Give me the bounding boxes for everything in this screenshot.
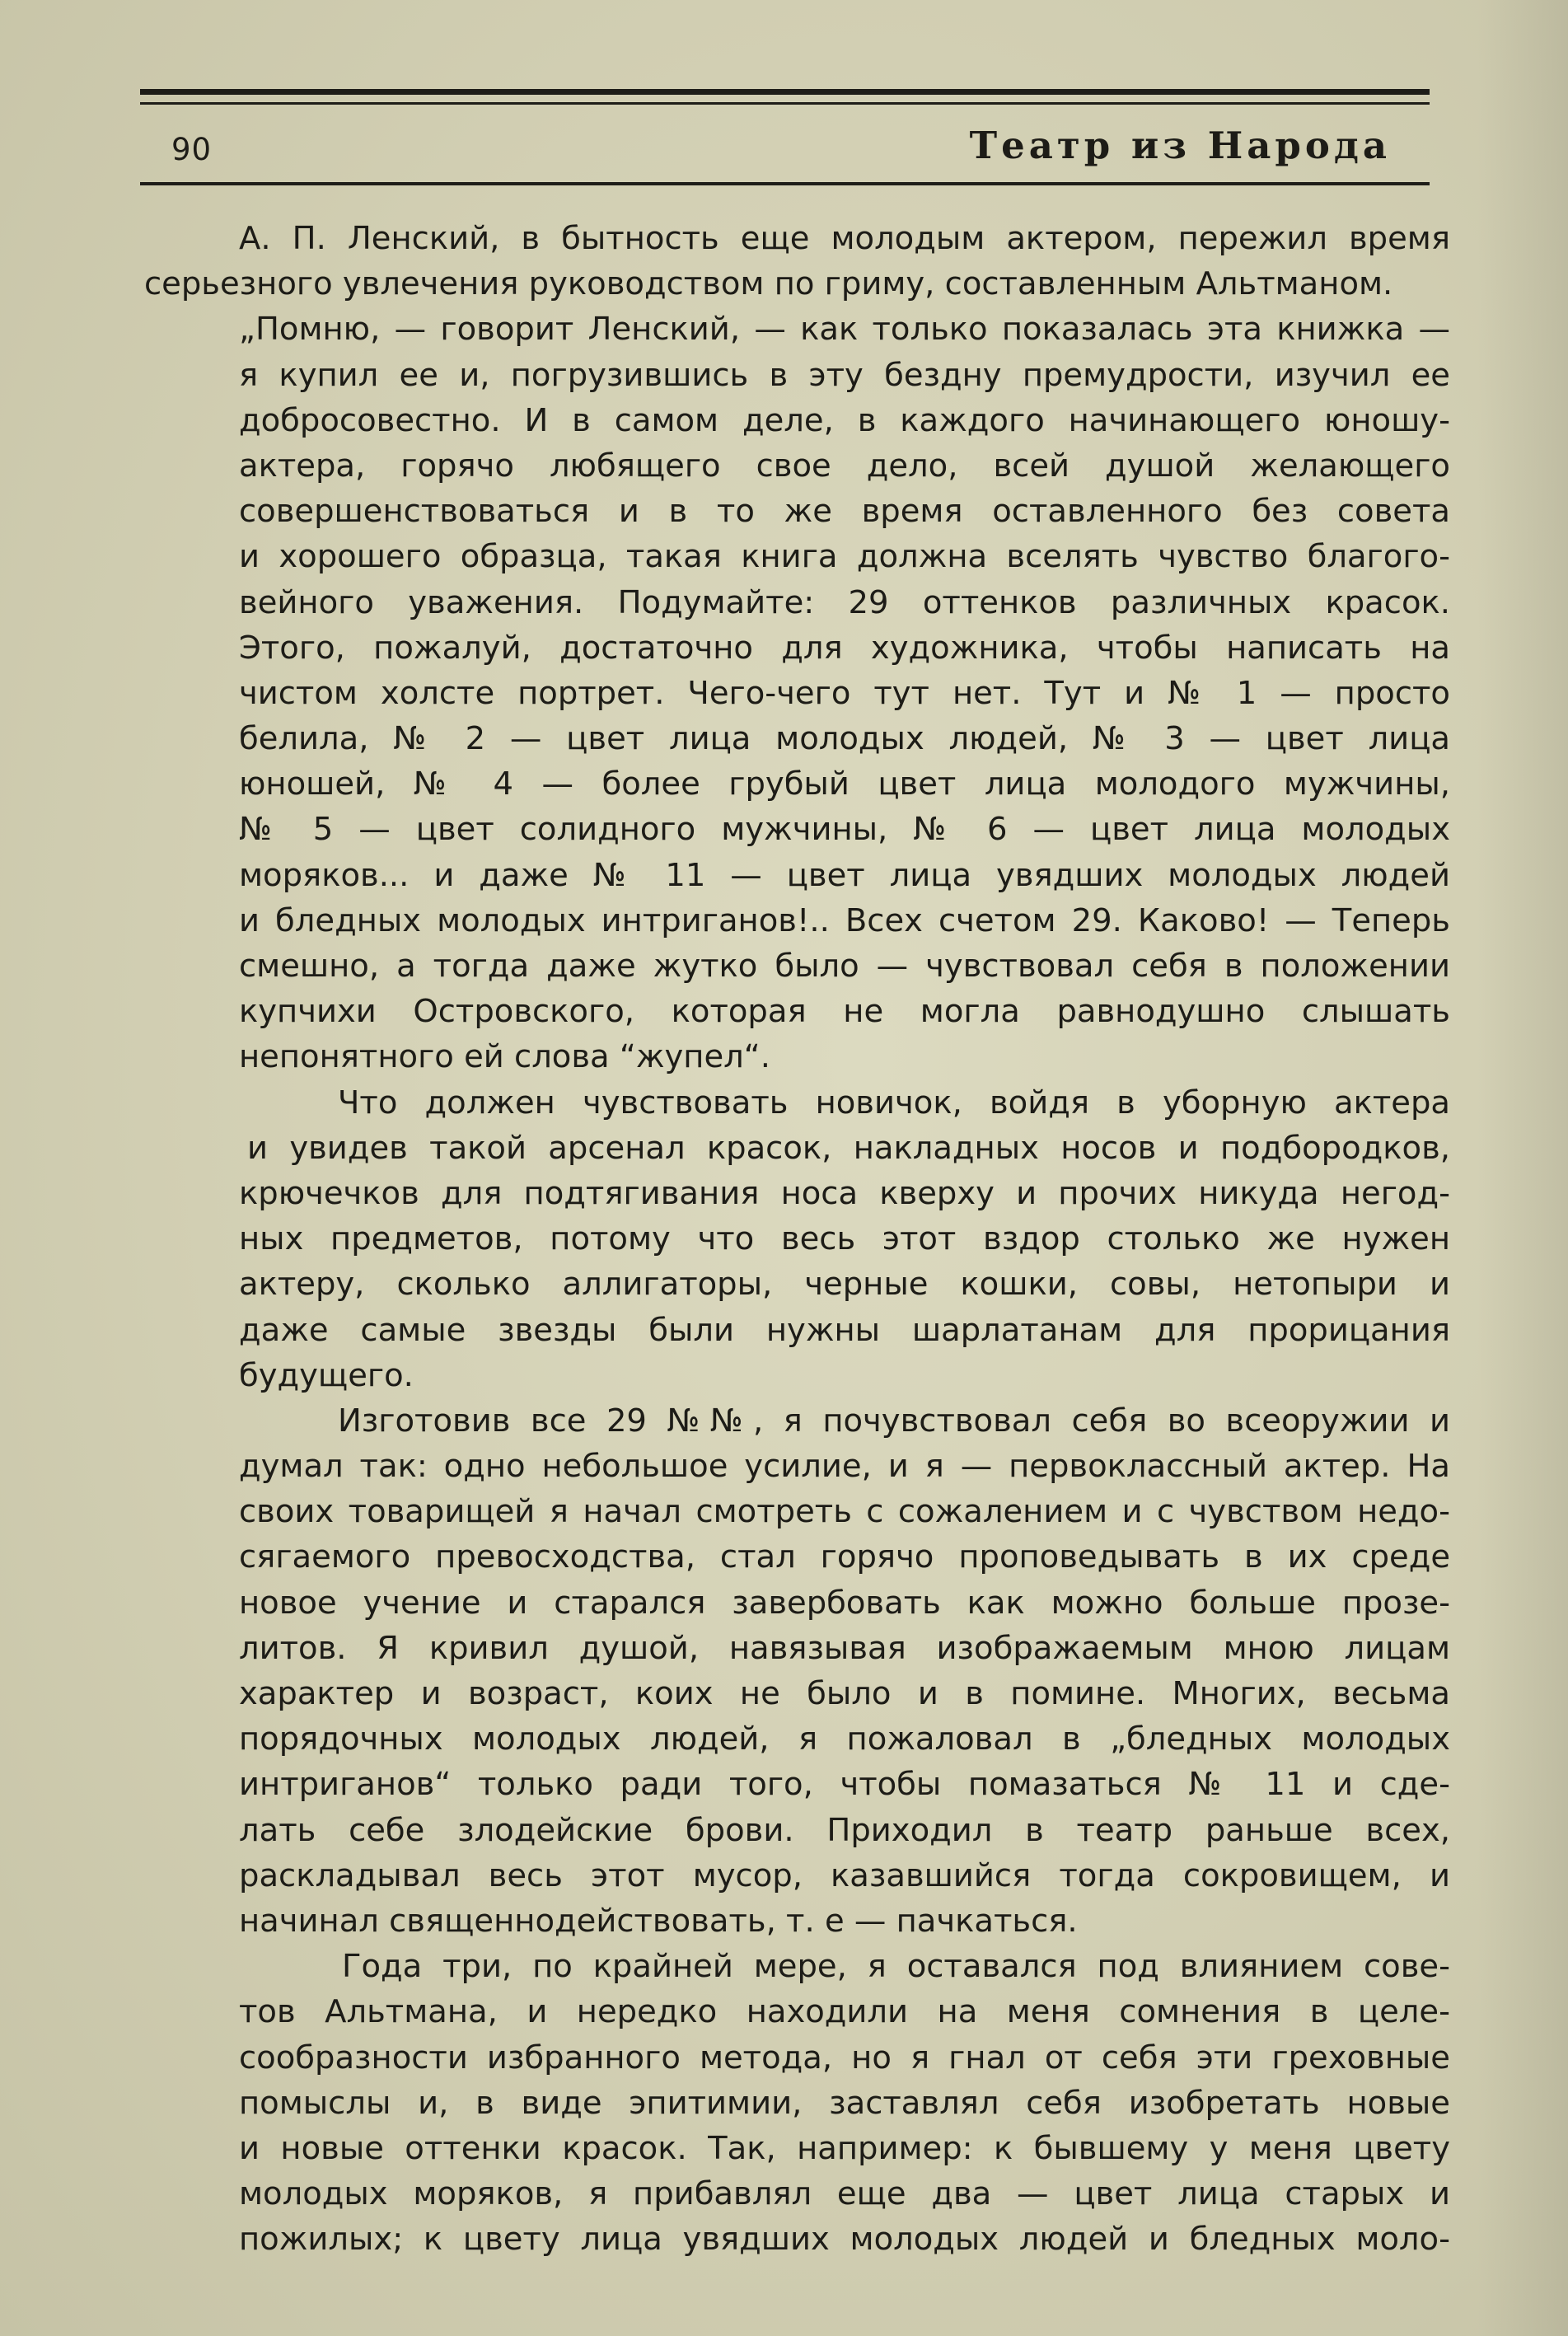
- text-line: белила, № 2 — цвет лица молодых людей, № 3 — цвет лица: [239, 720, 1450, 758]
- text-line: и увидев такой арсенал красок, накладных носов и подбородков,: [247, 1129, 1450, 1167]
- text-line: и бледных молодых интриганов!.. Всех счетом 29. Каково! — Теперь: [239, 901, 1450, 939]
- text-line: Этого, пожалуй, достаточно для художника, чтобы написать на: [239, 629, 1450, 667]
- text-line: и новые оттенки красок. Так, например: к бывшему у меня цвету: [239, 2129, 1450, 2167]
- text-line: юношей, № 4 — более грубый цвет лица молодого мужчины,: [239, 765, 1450, 803]
- text-line: А. П. Ленский, в бытность еще молодым актером, пережил время: [239, 220, 1450, 257]
- text-line: интриганов“ только ради того, чтобы помазаться № 11 и сде-: [239, 1766, 1450, 1804]
- text-line: вейного уважения. Подумайте: 29 оттенков различных красок.: [239, 583, 1450, 621]
- text-line: своих товарищей я начал смотреть с сожалением и с чувством недо-: [239, 1493, 1450, 1531]
- text-line: серьезного увлечения руководством по гриму, составленным Альтманом.: [144, 265, 1393, 303]
- page-number: 90: [171, 132, 213, 167]
- text-line: непонятного ей слова “жупел“.: [239, 1038, 770, 1076]
- text-line: Изготовив все 29 №№, я почувствовал себя во всеоружии и: [338, 1402, 1450, 1440]
- header-rule-bottom: [140, 182, 1430, 185]
- page-edge-shadow: [1477, 0, 1568, 2336]
- text-line: совершенствоваться и в то же время оставленного без совета: [239, 493, 1450, 531]
- text-line: ных предметов, потому что весь этот вздор столько же нужен: [239, 1220, 1450, 1258]
- body-text: [144, 216, 1450, 2262]
- text-line: думал так: одно небольшое усилие, и я — первоклассный актер. На: [239, 1448, 1450, 1486]
- text-line: будущего.: [239, 1356, 414, 1394]
- text-line: актера, горячо любящего свое дело, всей душой желающего: [239, 447, 1450, 485]
- text-line: купчихи Островского, которая не могла равнодушно слышать: [239, 993, 1450, 1031]
- header-rule-top-thick: [140, 89, 1430, 95]
- text-line: чистом холсте портрет. Чего-чего тут нет. Тут и № 1 — просто: [239, 674, 1450, 712]
- text-line: Что должен чувствовать новичок, войдя в уборную актера: [338, 1084, 1450, 1121]
- text-line: раскладывал весь этот мусор, казавшийся тогда сокровищем, и: [239, 1856, 1450, 1894]
- text-line: пожилых; к цвету лица увядших молодых людей и бледных моло-: [239, 2221, 1450, 2259]
- text-line: начинал священнодействовать, т. е — пачкаться.: [239, 1902, 1078, 1940]
- text-line: добросовестно. И в самом деле, в каждого начинающего юношу-: [239, 401, 1450, 439]
- text-line: актеру, сколько аллигаторы, черные кошки, совы, нетопыри и: [239, 1266, 1450, 1304]
- text-line: новое учение и старался завербовать как можно больше прозе-: [239, 1584, 1450, 1622]
- text-line: и хорошего образца, такая книга должна вселять чувство благого-: [239, 538, 1450, 576]
- running-title: Театр из Народа: [969, 124, 1391, 167]
- text-line: смешно, а тогда даже жутко было — чувствовал себя в положении: [239, 948, 1450, 985]
- text-line: сягаемого превосходства, стал горячо проповедывать в их среде: [239, 1538, 1450, 1576]
- text-line: порядочных молодых людей, я пожаловал в „бледных молодых: [239, 1720, 1450, 1758]
- text-line: даже самые звезды были нужны шарлатанам для прорицания: [239, 1311, 1450, 1349]
- text-line: литов. Я кривил душой, навязывая изображаемым мною лицам: [239, 1629, 1450, 1667]
- text-line: моряков... и даже № 11 — цвет лица увядших молодых людей: [239, 856, 1450, 894]
- text-line: помыслы и, в виде эпитимии, заставлял себя изобретать новые: [239, 2084, 1450, 2122]
- text-line: тов Альтмана, и нередко находили на меня сомнения в целе-: [239, 1993, 1450, 2031]
- text-line: сообразности избранного метода, но я гнал от себя эти греховные: [239, 2039, 1450, 2076]
- text-line: молодых моряков, я прибавлял еще два — цвет лица старых и: [239, 2175, 1450, 2213]
- text-line: лать себе злодейские брови. Приходил в театр раньше всех,: [239, 1811, 1450, 1849]
- text-line: характер и возраст, коих не было и в помине. Многих, весьма: [239, 1675, 1450, 1712]
- header-rule-top-thin: [140, 102, 1430, 105]
- text-line: № 5 — цвет солидного мужчины, № 6 — цвет лица молодых: [239, 811, 1450, 849]
- text-line: Года три, по крайней мере, я оставался под влиянием сове-: [342, 1948, 1450, 1986]
- text-line: крючечков для подтягивания носа кверху и прочих никуда негод-: [239, 1174, 1450, 1212]
- text-line: я купил ее и, погрузившись в эту бездну премудрости, изучил ее: [239, 356, 1450, 394]
- text-line: „Помню, — говорит Ленский, — как только показалась эта книжка —: [239, 311, 1450, 349]
